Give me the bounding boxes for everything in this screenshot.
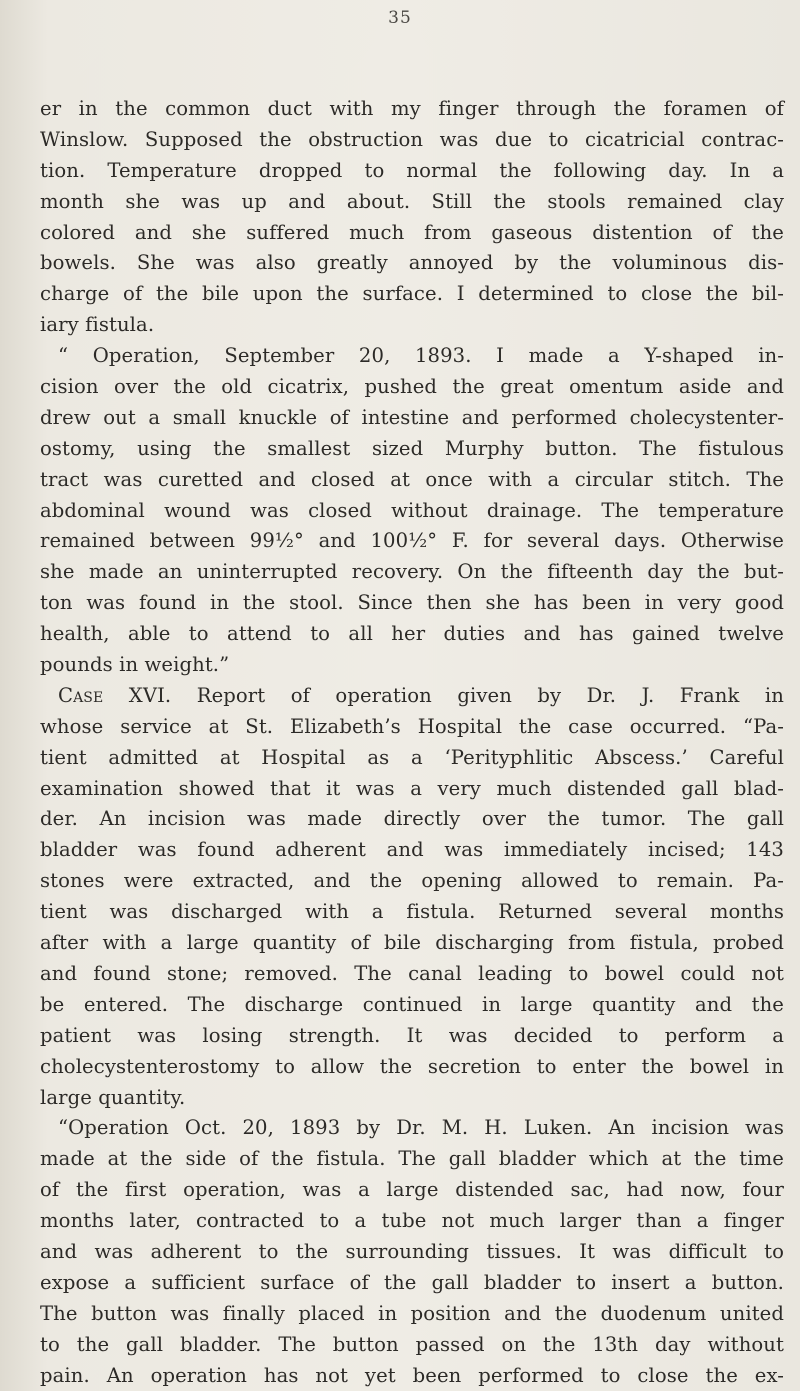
text-line: colored and she suffered much from gaseous distention of the [40, 220, 784, 244]
text-line: The button was finally placed in position and the duodenum united [40, 1301, 784, 1325]
text-line: tract was curetted and closed at once with a circular stitch. The [40, 467, 784, 491]
text-line: bowels. She was also greatly annoyed by the voluminous dis- [40, 251, 784, 275]
text-line: cholecystenterostomy to allow the secretion to enter the bowel in [40, 1054, 784, 1078]
text-line: tient was discharged with a fistula. Returned several months [40, 900, 784, 924]
text-line: remained between 99½° and 100½° F. for several days. Otherwise [40, 529, 784, 553]
text-line: she made an uninterrupted recovery. On the fifteenth day the but- [40, 560, 784, 584]
text-line: iary fistula. [40, 313, 155, 337]
text-line: health, able to attend to all her duties and has gained twelve [40, 622, 784, 646]
text-line: and found stone; removed. The canal leading to bowel could not [40, 961, 784, 985]
text-line: and was adherent to the surrounding tissues. It was difficult to [40, 1239, 784, 1263]
text-line: pounds in weight.” [40, 653, 230, 677]
text-line: Case XVI. Report of operation given by Dr. J. Frank in [58, 683, 784, 707]
text-line: pain. An operation has not yet been performed to close the ex- [40, 1363, 784, 1387]
text-line: tient admitted at Hospital as a ‘Perityphlitic Abscess.’ Careful [40, 745, 784, 769]
text-line: made at the side of the fistula. The gall bladder which at the time [40, 1147, 784, 1171]
text-line: ostomy, using the smallest sized Murphy button. The fistulous [40, 436, 784, 460]
text-line: after with a large quantity of bile discharging from fistula, probed [40, 931, 784, 955]
text-line: be entered. The discharge continued in large quantity and the [40, 992, 784, 1016]
text-line: er in the common duct with my finger through the foramen of [40, 97, 784, 120]
text-line: tion. Temperature dropped to normal the following day. In a [40, 158, 784, 182]
text-line: large quantity. [40, 1085, 186, 1109]
text-line: of the first operation, was a large distended sac, had now, four [40, 1178, 784, 1202]
text-line: to the gall bladder. The button passed on the 13th day without [40, 1332, 784, 1356]
case-heading: Case [58, 683, 104, 707]
text-line: patient was losing strength. It was decided to perform a [40, 1023, 784, 1047]
text-line: months later, contracted to a tube not much larger than a finger [40, 1209, 784, 1233]
text-line: cision over the old cicatrix, pushed the great omentum aside and [40, 375, 784, 399]
text-line: stones were extracted, and the opening allowed to remain. Pa- [40, 869, 784, 893]
text-line: expose a sufficient surface of the gall bladder to insert a button. [40, 1270, 784, 1294]
text-line: “ Operation, September 20, 1893. I made a Y-shaped in- [58, 344, 784, 368]
text-line: abdominal wound was closed without drainage. The temperature [40, 498, 784, 522]
text-line: bladder was found adherent and was immediately incised; 143 [40, 838, 784, 862]
text-line: drew out a small knuckle of intestine and performed cholecystenter- [40, 405, 784, 429]
text-line: examination showed that it was a very much distended gall blad- [40, 776, 784, 800]
page-number: 35 [388, 8, 412, 28]
text-line: “Operation Oct. 20, 1893 by Dr. M. H. Luken. An incision was [58, 1116, 784, 1140]
text-line: month she was up and about. Still the stools remained clay [40, 189, 784, 213]
text-line: ton was found in the stool. Since then she has been in very good [40, 591, 784, 615]
text-line: whose service at St. Elizabeth’s Hospital the case occurred. “Pa- [40, 714, 784, 738]
body-text [40, 94, 784, 1391]
text-line: Winslow. Supposed the obstruction was due to cicatricial contrac- [40, 127, 784, 151]
text-line: der. An incision was made directly over the tumor. The gall [40, 807, 784, 831]
text-line: charge of the bile upon the surface. I determined to close the bil- [40, 282, 784, 306]
